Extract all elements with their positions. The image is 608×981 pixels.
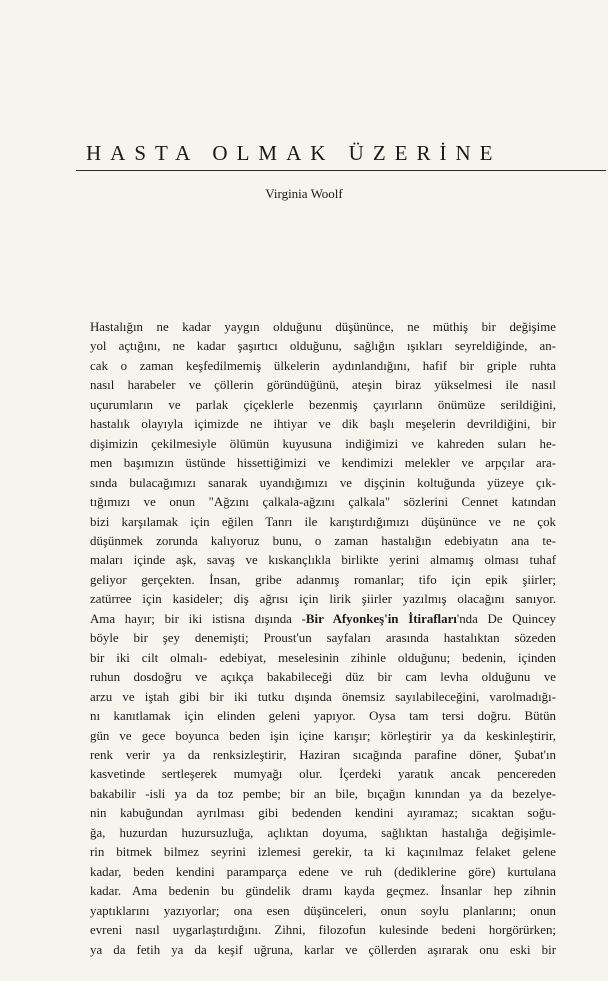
text-line — [90, 843, 556, 862]
text-segment: nin kabuğundan ayrılması gibi bedenden kendini ayıramaz; sıcaktan soğu- — [90, 806, 556, 821]
text-line — [90, 454, 556, 473]
text-segment: hastalık olayıyla içimizde ne ihtiyar ve dik başlı meşelerin devrildiğini, bir — [90, 417, 556, 432]
text-line — [90, 474, 556, 493]
text-segment: 'nda De Quincey — [456, 611, 556, 626]
text-segment: kasvetinde sertleşerek mumyağı olur. İçerdeki yaratık ancak pencereden — [90, 767, 556, 782]
text-line — [90, 727, 556, 746]
text-segment: bizi karşılamak için eğilen Tanrı ile karıştırdığımızı düşününce ve ne çok — [90, 514, 556, 529]
text-line — [90, 668, 556, 687]
text-segment: geliyor gerçekten. İnsan, gribe adanmış romanlar; tifo için epik şiirler; — [90, 572, 556, 587]
text-line — [90, 824, 556, 843]
text-segment: yol açtığını, ne kadar şaşırtıcı olduğunu, sağlığın ışıkları seyreldiğinde, an- — [90, 339, 556, 354]
text-line — [90, 746, 556, 765]
text-segment: ya da fetih ya da keşif uğruna, karlar ve çöllerden aşırarak onu eski bir — [90, 942, 556, 957]
text-line — [90, 629, 556, 648]
text-segment: düşünmek zorunda kalıyoruz bunu, o zaman hastalığın edebiyatın ana te- — [90, 533, 556, 548]
text-line — [90, 337, 556, 356]
text-segment: uçurumların ve parlak çiçeklerle bezenmiş çayırların önümüze serildiğini, — [90, 397, 556, 412]
text-line — [90, 318, 556, 337]
text-segment: ğa, huzurdan huzursuzluğa, açlıktan doyuma, sağlıktan hastalığa değişimle- — [90, 825, 556, 840]
body-text — [90, 318, 556, 960]
text-line — [90, 765, 556, 784]
page-title: HASTA OLMAK ÜZERİNE — [86, 141, 502, 165]
text-line — [90, 649, 556, 668]
text-segment: evreni nasıl uygarlaştırdığını. Zihni, filozofun kulesinde bedeni horgörürken; — [90, 923, 556, 938]
text-line — [90, 532, 556, 551]
text-line — [90, 785, 556, 804]
text-line — [90, 863, 556, 882]
text-segment: arzu ve iştah gibi bir iki tutku dışında önemsiz sayılabileceğini, varolmadığı- — [90, 689, 556, 704]
text-line — [90, 882, 556, 901]
text-segment: dişimizin çekilmesiyle ölümün kuyusuna indiğimizi ve kahreden suları he- — [90, 436, 556, 451]
text-segment: zatürree için kasideler; diş ağrısı için lirik şiirler yazılmış olacağını sanıyor. — [90, 592, 556, 607]
text-segment: Hastalığın ne kadar yaygın olduğunu düşününce, ne müthiş bir değişime — [90, 320, 556, 334]
text-line — [90, 415, 556, 434]
text-segment: maları içinde aşk, savaş ve kıskançlıkla birlikte yerini almamış olması tuhaf — [90, 553, 556, 568]
text-line — [90, 571, 556, 590]
text-line — [90, 435, 556, 454]
text-line — [90, 707, 556, 726]
text-segment: kadar, beden kendini paramparça edene ve ruh (dediklerine göre) kurtulana — [90, 864, 556, 879]
text-segment: bakabilir -isli ya da toz pembe; bir an bile, bıçağın kınından ya da bezelye- — [90, 786, 556, 801]
text-line — [90, 493, 556, 512]
text-segment: renk verir ya da renksizleştirir, Haziran sıcağında parafine döner, Şubat'ın — [90, 747, 556, 762]
text-segment: cak o zaman keşfedilmemiş ülkelerin aydınlandığını, hafif bir griple ruhta — [90, 358, 556, 373]
text-line — [90, 688, 556, 707]
text-line — [90, 902, 556, 921]
text-line — [90, 357, 556, 376]
text-segment: Ama hayır; bir iki istisna dışında - — [90, 611, 306, 626]
text-segment: nı kanıtlamak için elinden geleni yapıyor. Oysa tam tersi doğru. Bütün — [90, 709, 556, 724]
text-segment: nasıl harabeler ve çöllerin göründüğünü, ateşin biraz yükselmesi ile nasıl — [90, 378, 556, 393]
text-line — [90, 610, 556, 629]
text-segment: yaptıklarını yazıyorlar; ona esen düşünceleri, onun soylu planlarını; onun — [90, 903, 556, 918]
text-segment: kadar. Ama bedenin bu gündelik dramı kayda geçmez. İnsanlar hep zihnin — [90, 884, 556, 899]
text-line — [90, 396, 556, 415]
text-segment: sında bulacağımızı sanarak uyandığımızı ve dişçinin koltuğunda yüzeye çık- — [90, 475, 556, 490]
text-line — [90, 376, 556, 395]
text-line — [90, 590, 556, 609]
author-name: Virginia Woolf — [265, 186, 343, 201]
text-line — [90, 941, 556, 960]
text-segment: gün ve gece boyunca beden işin içine karışır; körleştirir ya da keskinleştirir, — [90, 728, 556, 743]
text-segment: rin bitmek bilmez seyrini izlemesi gerekir, ta ki kaçınılmaz felaket gelene — [90, 845, 556, 860]
text-segment: ruhun dosdoğru ve açıkça bakabileceği düz bir cam levha olduğunu ve — [90, 670, 556, 685]
text-segment: tığımızı ve onun "Ağzını çalkala-ağzını çalkala" sözlerini Cennet katından — [90, 495, 556, 510]
text-line — [90, 804, 556, 823]
title-rule — [76, 170, 606, 171]
text-segment: men başımızın üstünde hissettiğimizi ve kendimizi melekler ve arpçılar ara- — [90, 456, 556, 471]
book-title-bold: Bir Afyonkeş'in İtirafları — [305, 611, 457, 626]
text-line — [90, 513, 556, 532]
text-segment: böyle bir şey denemişti; Proust'un sayfaları arasında hastalıktan sözeden — [90, 631, 556, 646]
text-line — [90, 921, 556, 940]
text-line — [90, 551, 556, 570]
text-segment: bir iki cilt olmalı- edebiyat, meselesinin zihinle olduğunu; bedenin, içinden — [90, 650, 556, 665]
